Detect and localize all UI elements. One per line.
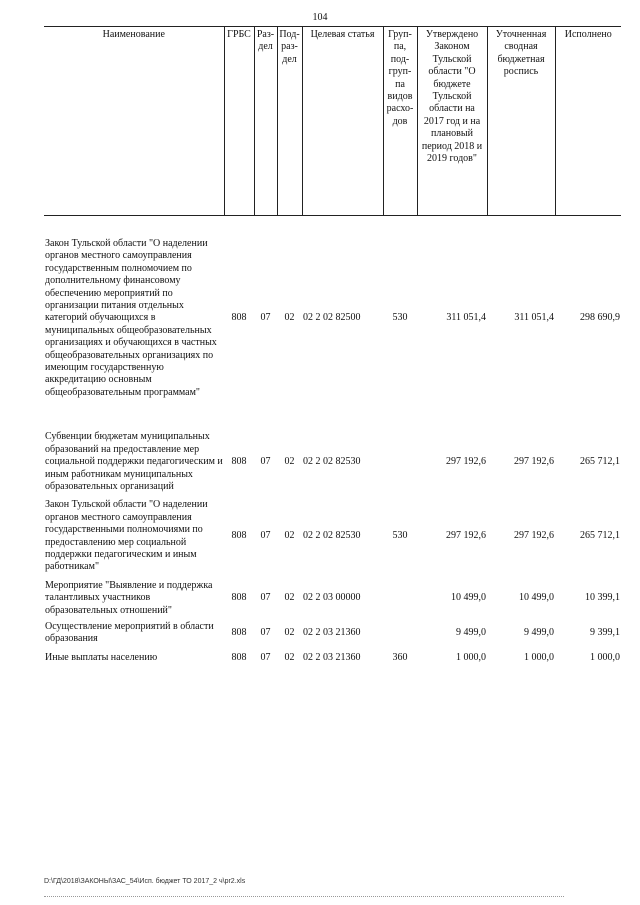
row-razdel: 07	[260, 627, 271, 639]
page-number: 104	[312, 12, 328, 23]
budget-table	[44, 26, 621, 664]
row-group	[383, 621, 417, 646]
row-approved: 1 000,0	[456, 651, 486, 663]
row-executed: 298 690,9	[580, 312, 620, 324]
table-row	[44, 431, 621, 493]
row-executed: 265 712,1	[580, 530, 620, 542]
row-grbs: 808	[231, 312, 247, 324]
row-group: 530	[392, 530, 408, 542]
row-refined: 10 499,0	[519, 592, 554, 604]
row-name: Субвенции бюджетам муниципальных образований на предоставление мер социальной поддержки педагогическим и иным работникам муниципальных образовательных организаций	[45, 431, 223, 492]
row-podrazdel: 02	[284, 530, 295, 542]
row-group: 360	[392, 651, 408, 663]
row-target: 02 2 02 82530	[303, 456, 361, 468]
row-name: Закон Тульской области "О наделении органов местного самоуправления государственными полномочиями по предоставлению мер социальной поддержки педагогическим и иным работникам"	[45, 499, 208, 573]
row-target: 02 2 03 21360	[303, 651, 361, 663]
row-refined: 9 499,0	[524, 627, 554, 639]
row-podrazdel: 02	[284, 651, 295, 663]
row-approved: 297 192,6	[446, 530, 486, 542]
row-razdel: 07	[260, 592, 271, 604]
row-group	[383, 431, 417, 493]
row-razdel: 07	[260, 651, 271, 663]
row-group	[383, 580, 417, 617]
row-target: 02 2 02 82500	[303, 312, 361, 324]
header-row	[44, 27, 621, 216]
bottom-divider	[44, 896, 564, 898]
row-executed: 10 399,1	[585, 592, 620, 604]
row-refined: 311 051,4	[514, 312, 554, 324]
row-grbs: 808	[231, 592, 247, 604]
row-refined: 297 192,6	[514, 456, 554, 468]
table-row	[44, 621, 621, 646]
row-target: 02 2 03 21360	[303, 627, 361, 639]
row-approved: 10 499,0	[451, 592, 486, 604]
row-podrazdel: 02	[284, 456, 295, 468]
row-razdel: 07	[260, 530, 271, 542]
row-approved: 9 499,0	[456, 627, 486, 639]
row-name: Иные выплаты населению	[45, 651, 158, 663]
table-row	[44, 580, 621, 617]
table-row	[44, 652, 621, 664]
row-razdel: 07	[260, 312, 271, 324]
row-approved: 311 051,4	[446, 312, 486, 324]
header-target: Целевая статья	[302, 27, 383, 216]
table-row	[44, 499, 621, 573]
row-executed: 1 000,0	[590, 651, 620, 663]
header-razdel: Раз-дел	[254, 27, 277, 216]
row-grbs: 808	[231, 651, 247, 663]
row-razdel: 07	[260, 456, 271, 468]
row-podrazdel: 02	[284, 627, 295, 639]
row-podrazdel: 02	[284, 312, 295, 324]
header-name: Наименование	[44, 27, 224, 216]
row-grbs: 808	[231, 456, 247, 468]
row-target: 02 2 02 82530	[303, 530, 361, 542]
row-refined: 1 000,0	[524, 651, 554, 663]
row-refined: 297 192,6	[514, 530, 554, 542]
row-grbs: 808	[231, 627, 247, 639]
row-target: 02 2 03 00000	[303, 592, 361, 604]
row-podrazdel: 02	[284, 592, 295, 604]
header-refined: Уточненная сводная бюджетная роспись	[487, 27, 555, 216]
header-podrazdel: Под-раз-дел	[277, 27, 302, 216]
header-executed: Исполнено	[555, 27, 621, 216]
file-path-footer: D:\ГД\2018\ЗАКОНЫ\ЗАС_54\Исп. бюджет ТО 2017_2 ч\pr2.xls	[44, 878, 246, 885]
row-executed: 9 399,1	[590, 627, 620, 639]
row-executed: 265 712,1	[580, 456, 620, 468]
table-row	[44, 238, 621, 399]
row-group: 530	[392, 312, 408, 324]
header-group: Груп-па, под-груп-па видов расхо-дов	[383, 27, 417, 216]
header-approved: Утверждено Законом Тульской области "О бюджете Тульской области на 2017 год и на плановый период 2018 и 2019 годов"	[417, 27, 487, 216]
row-grbs: 808	[231, 530, 247, 542]
row-name: Осуществление мероприятий в области образования	[45, 620, 214, 645]
row-name: Мероприятие "Выявление и поддержка талантливых участников образовательных отношений"	[45, 579, 213, 616]
row-approved: 297 192,6	[446, 456, 486, 468]
row-name: Закон Тульской области "О наделении органов местного самоуправления государственным полномочием по дополнительному финансовому обеспечению мероприятий по организации питания отдельных категорий обучающихся в муниципальных общеобразовательных организациях и обучающихся в частных общеобразовательных организациях по имеющим государственную аккредитацию основным общеобразовательным программам"	[45, 238, 217, 398]
header-grbs: ГРБС	[224, 27, 254, 216]
